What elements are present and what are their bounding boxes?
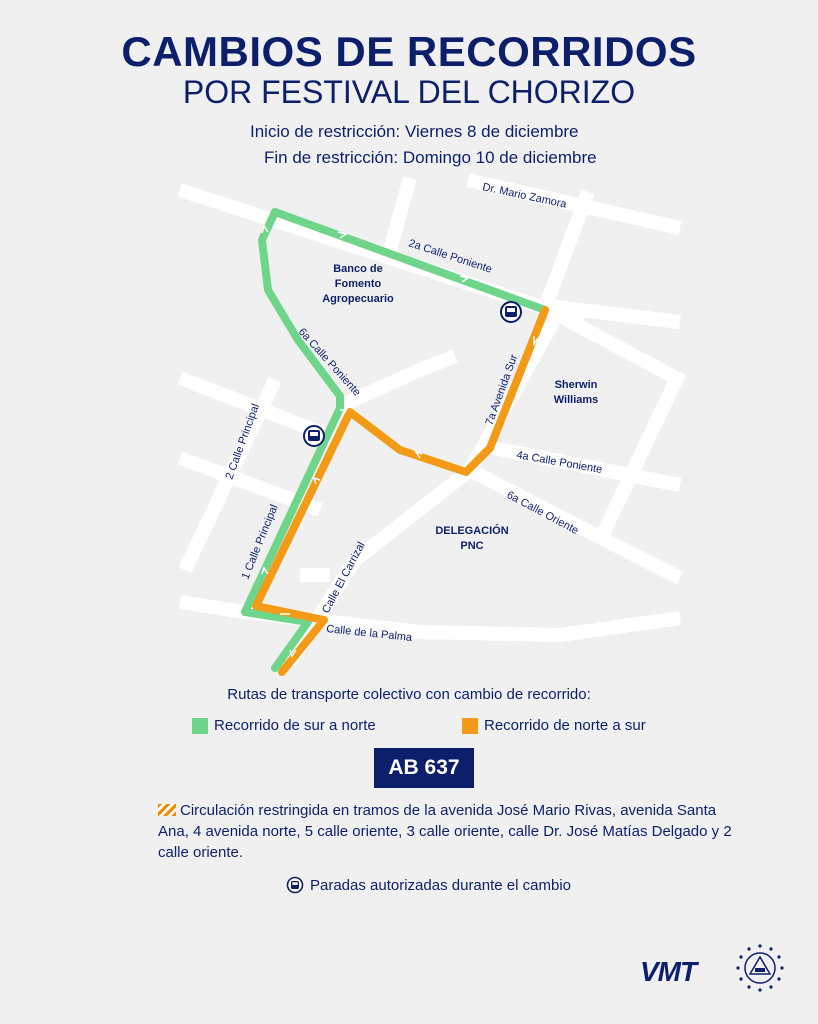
legend-swatch-orange: [462, 718, 478, 734]
restriction-text: Circulación restringida en tramos de la avenida José Mario Rivas, avenida Santa Ana, 4 avenida norte, 5 calle oriente, 3 calle oriente, calle Dr. José Matías Delgado y 2 calle oriente.: [158, 802, 732, 861]
place-label: Sherwin: [554, 379, 598, 391]
restriction-end: Fin de restricción: Domingo 10 de diciembre: [264, 148, 597, 167]
stops-text: Paradas autorizadas durante el cambio: [310, 876, 571, 894]
place-label: PNC: [460, 540, 484, 552]
place-label: Fomento: [334, 278, 382, 290]
route-badge: AB 637: [374, 748, 474, 788]
page-title: CAMBIOS DE RECORRIDOS: [121, 28, 697, 75]
street-label: 7a Avenida Sur: [483, 352, 521, 428]
street-label: 2a Calle Poniente: [407, 237, 494, 276]
bus-stop-icon: [501, 302, 521, 322]
street-label: 6a Calle Oriente: [504, 489, 581, 537]
legend-item-south-north: [192, 717, 376, 734]
place-label: Agropecuario: [322, 293, 394, 305]
street-label: Calle de la Palma: [325, 623, 413, 644]
street-label: Dr. Mario Zamora: [481, 181, 568, 211]
stops-note: [286, 876, 571, 894]
coat-of-arms-icon: [734, 942, 786, 994]
street-label: Calle El Carrizal: [320, 540, 368, 616]
bus-stop-icon: [286, 876, 304, 894]
bus-stop-icon: [304, 426, 324, 446]
restriction-note: [158, 800, 738, 863]
street-label: 4a Calle Poniente: [515, 449, 604, 477]
place-label: Williams: [553, 394, 599, 406]
legend-label: Recorrido de sur a norte: [214, 717, 376, 734]
legend-heading: Rutas de transporte colectivo con cambio de recorrido:: [227, 686, 591, 703]
page-subtitle: POR FESTIVAL DEL CHORIZO: [182, 74, 636, 110]
restriction-start: Inicio de restricción: Viernes 8 de diciembre: [250, 122, 579, 141]
route-south-north: [245, 212, 545, 668]
legend-swatch-green: [192, 718, 208, 734]
street-label: 6a Calle Poniente: [295, 325, 363, 399]
legend-label: Recorrido de norte a sur: [484, 717, 646, 734]
place-label: DELEGACIÓN: [435, 525, 509, 537]
vmt-logo: VMT: [640, 956, 697, 987]
legend-item-north-south: [462, 717, 646, 734]
street-label: 1 Calle Principal: [239, 502, 281, 582]
road-work-icon: [158, 804, 176, 816]
street-label: 2 Calle Principal: [223, 402, 263, 482]
place-label: Banco de: [333, 263, 383, 275]
